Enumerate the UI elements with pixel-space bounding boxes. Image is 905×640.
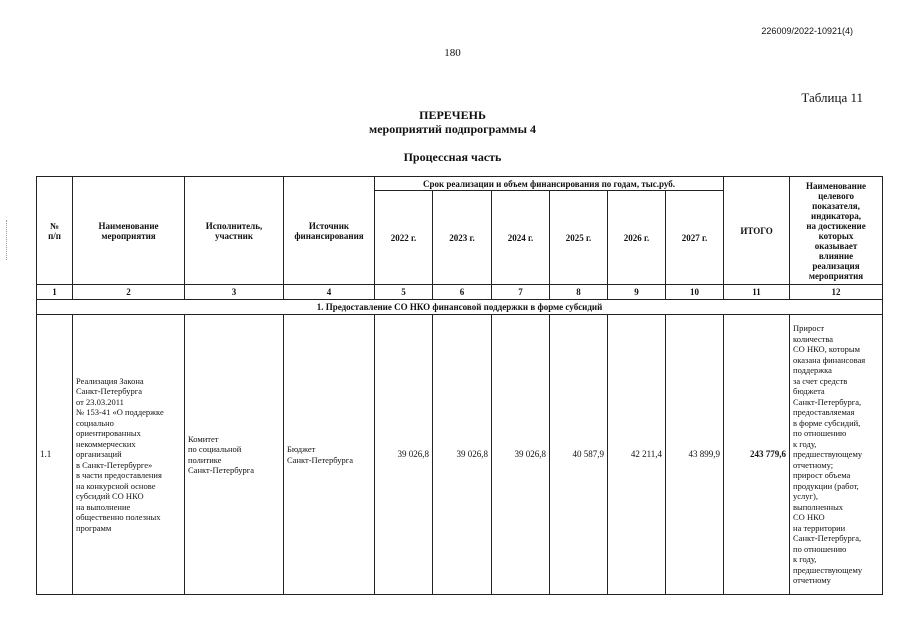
row-source: Бюджет Санкт-Петербурга (284, 315, 375, 595)
title-line-1: ПЕРЕЧЕНЬ (419, 108, 486, 122)
column-number: 6 (433, 285, 492, 300)
header-row-period (37, 177, 883, 191)
row-value-2023: 39 026,8 (433, 315, 492, 595)
column-number: 8 (550, 285, 608, 300)
header-year: 2025 г. (550, 191, 608, 285)
row-total: 243 779,6 (724, 315, 790, 595)
row-value-2022: 39 026,8 (375, 315, 433, 595)
header-period: Срок реализации и объем финансирования по годам, тыс.руб. (375, 177, 724, 191)
column-number: 9 (608, 285, 666, 300)
header-num: № п/п (37, 177, 73, 285)
document-subtitle: Процессная часть (403, 150, 502, 164)
activities-table (36, 176, 883, 595)
column-number: 1 (37, 285, 73, 300)
section-row (37, 300, 883, 315)
header-indicator: Наименование целевого показателя, индикатора, на достижение которых оказывает влияние реализация мероприятия (790, 177, 883, 285)
margin-mark (6, 220, 8, 260)
column-number: 7 (492, 285, 550, 300)
header-year: 2027 г. (666, 191, 724, 285)
header-year: 2026 г. (608, 191, 666, 285)
header-name: Наименование мероприятия (73, 177, 185, 285)
column-number-row (37, 285, 883, 300)
row-value-2025: 40 587,9 (550, 315, 608, 595)
header-year: 2024 г. (492, 191, 550, 285)
column-number: 2 (73, 285, 185, 300)
header-source: Источник финансирования (284, 177, 375, 285)
row-value-2024: 39 026,8 (492, 315, 550, 595)
row-name: Реализация Закона Санкт-Петербурга от 23.03.2011 № 153-41 «О поддержке социально ориентированных некоммерческих организаций в Санкт-Петербурге» в части предоставления на конкурсной основе субсидий СО НКО на выполнение общественно полезных программ (73, 315, 185, 595)
column-number: 10 (666, 285, 724, 300)
section-title: 1. Предоставление СО НКО финансовой поддержки в форме субсидий (37, 300, 883, 315)
column-number: 11 (724, 285, 790, 300)
table-row (37, 315, 883, 595)
page-number: 180 (444, 47, 461, 59)
row-value-2027: 43 899,9 (666, 315, 724, 595)
title-line-2: мероприятий подпрограммы 4 (369, 122, 536, 136)
row-value-2026: 42 211,4 (608, 315, 666, 595)
header-year: 2023 г. (433, 191, 492, 285)
header-total: ИТОГО (724, 177, 790, 285)
row-indicator: Прирост количества СО НКО, которым оказана финансовая поддержка за счет средств бюджета Санкт-Петербурга, предоставляемая в форме субсидий, по отношению к году, предшествующему отчетному; прирост объема продукции (работ, услуг), выполненных СО НКО на территории Санкт-Петербурга, по отношению к году, предшествующему отчетному (790, 315, 883, 595)
column-number: 12 (790, 285, 883, 300)
document-registration-number: 226009/2022-10921(4) (761, 26, 853, 36)
document-title (0, 108, 905, 136)
column-number: 4 (284, 285, 375, 300)
column-number: 5 (375, 285, 433, 300)
header-executor: Исполнитель, участник (185, 177, 284, 285)
row-executor: Комитет по социальной политике Санкт-Петербурга (185, 315, 284, 595)
row-num: 1.1 (37, 315, 73, 595)
header-year: 2022 г. (375, 191, 433, 285)
column-number: 3 (185, 285, 284, 300)
table-label: Таблица 11 (801, 90, 863, 105)
